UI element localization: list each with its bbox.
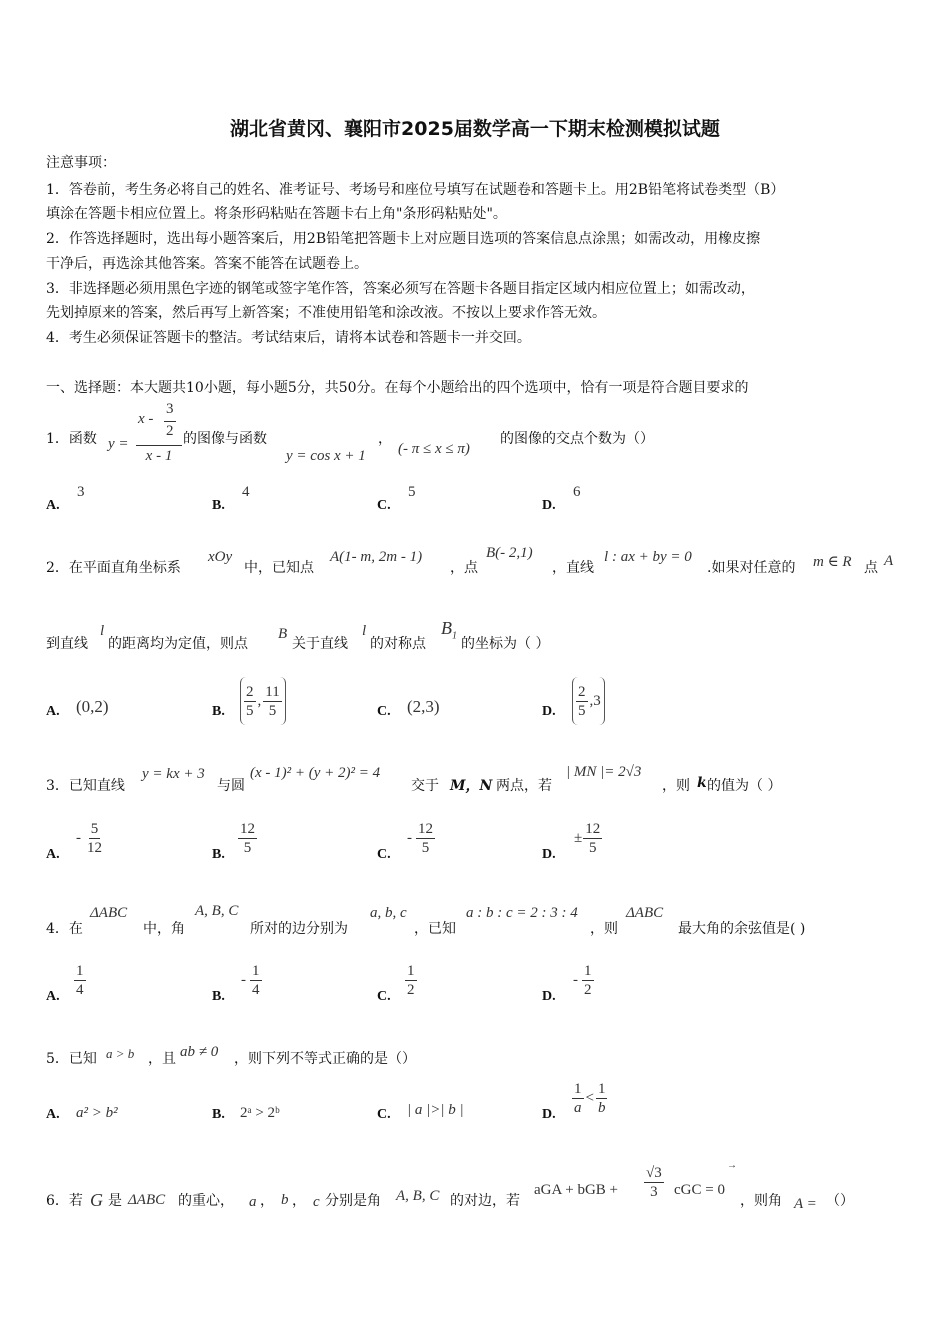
q2-text: 到直线 xyxy=(46,636,88,652)
q4-text: 最大角的余弦值是( ) xyxy=(678,921,806,937)
q4-text: ，则 xyxy=(590,921,618,937)
q3-opta-num: 5 xyxy=(90,821,99,837)
q2-optb-den1: 5 xyxy=(246,702,254,719)
q3-opta-sign: - xyxy=(76,830,81,846)
q6-sep: ， xyxy=(292,1193,306,1209)
q3-text: 3．已知直线 xyxy=(46,778,125,794)
q3-option-a-label: A. xyxy=(46,847,60,862)
q1-frac-num-c: 2 xyxy=(166,423,174,439)
q1-option-a-label: A. xyxy=(46,498,60,513)
q1-y-eq: y = xyxy=(108,436,129,452)
q5-text: ，且 xyxy=(148,1051,176,1067)
q2-text: .如果对任意的 xyxy=(707,560,796,576)
q2-point-a: A(1- m, 2m - 1) xyxy=(330,549,423,565)
q2-optb-num1: 2 xyxy=(246,683,254,700)
q6-equation-part2: cGC = 0 xyxy=(674,1182,725,1198)
q6-text: ，则角 xyxy=(740,1193,782,1209)
q2-text: 点 xyxy=(864,560,878,576)
q2-point-b: B(- 2,1) xyxy=(486,545,533,561)
q1-option-b[interactable]: 4 xyxy=(242,484,250,500)
q1-frac-num-b: 3 xyxy=(166,401,174,417)
q6-equation-part1: aGA + bGB + xyxy=(534,1182,619,1198)
q1-comma: ， xyxy=(378,431,392,447)
q3-circle: (x - 1)² + (y + 2)² = 4 xyxy=(250,765,381,781)
q5-option-b-label: B. xyxy=(212,1107,225,1122)
q4-optb-den: 4 xyxy=(252,982,260,998)
q1-frac-num-a: x - xyxy=(138,411,154,427)
q3-opta-den: 12 xyxy=(87,840,102,856)
q4-text: 所对的边分别为 xyxy=(250,921,348,937)
q2-optb-frac2 xyxy=(263,683,281,720)
q4-option-b[interactable] xyxy=(241,962,262,999)
q5-optd-frac1 xyxy=(572,1080,584,1117)
q6-text: 的对边，若 xyxy=(450,1193,520,1209)
q2-text: 的距离均为定值，则点 xyxy=(108,636,248,652)
q2-option-a-label: A. xyxy=(46,704,60,719)
q4-optd-num: 1 xyxy=(584,963,592,979)
q4-angles: A, B, C xyxy=(195,903,239,919)
q2-option-c[interactable]: (2,3) xyxy=(407,697,440,716)
q2-b1-sub: 1 xyxy=(452,630,457,642)
q2-optd-value: 3 xyxy=(593,692,601,709)
q2-a: A xyxy=(884,553,894,569)
q2-text: 中，已知点 xyxy=(244,560,314,576)
q4-optc-num: 1 xyxy=(407,963,415,979)
q4-option-d-label: D. xyxy=(542,989,556,1004)
q6-text: 6．若 xyxy=(46,1193,83,1209)
q6-angles: A, B, C xyxy=(396,1188,440,1204)
q3-opta-frac xyxy=(85,820,104,857)
q6-a: a xyxy=(249,1194,257,1210)
q2-optd-comma: , xyxy=(589,692,594,709)
q1-frac-den: x - 1 xyxy=(145,448,173,464)
q3-optc-frac xyxy=(416,820,435,857)
q5-option-b[interactable]: 2ᵃ > 2ᵇ xyxy=(240,1105,280,1121)
q3-text: 与圆 xyxy=(217,778,245,794)
q3-line: y = kx + 3 xyxy=(142,766,205,782)
q5-optd-num1: 1 xyxy=(574,1081,582,1097)
q4-option-c-label: C. xyxy=(377,989,391,1004)
q3-optb-num: 12 xyxy=(240,821,255,837)
q6-sqrt3-fraction xyxy=(644,1164,664,1201)
q2-text: 的坐标为（ ） xyxy=(461,636,550,652)
q2-option-d-label: D. xyxy=(542,704,556,719)
q4-optd-sign: - xyxy=(573,972,578,988)
q3-optd-sign: ± xyxy=(574,830,583,846)
q3-optb-frac xyxy=(238,820,257,857)
q2-option-c-label: C. xyxy=(377,704,391,719)
q2-text: 关于直线 xyxy=(292,636,348,652)
q2-optb-comma: , xyxy=(257,692,262,709)
q5-optd-den1: a xyxy=(574,1100,582,1116)
notice-line: 干净后，再选涂其他答案。答案不能答在试题卷上。 xyxy=(46,256,368,272)
q3-text: 两点，若 xyxy=(496,778,552,794)
q2-optd-den: 5 xyxy=(578,702,586,719)
q5-option-a-label: A. xyxy=(46,1107,60,1122)
q3-text: ，则 xyxy=(662,778,690,794)
q6-text: 是 xyxy=(108,1193,122,1209)
notice-line: 3．非选择题必须用黑色字迹的钢笔或签字笔作答，答案必须写在答题卡各题目指定区域内相应位置上；如需改动， xyxy=(46,281,755,297)
q4-triangle-2: ΔABC xyxy=(626,905,664,921)
q3-option-b-label: B. xyxy=(212,847,225,862)
q6-c: c xyxy=(313,1194,320,1210)
q1-inner-bar xyxy=(164,421,176,422)
q2-l: l xyxy=(362,623,367,639)
q6-sep: ， xyxy=(260,1193,274,1209)
q3-option-c[interactable] xyxy=(407,820,435,857)
q5-text: ，则下列不等式正确的是（） xyxy=(234,1051,416,1067)
q1-option-b-label: B. xyxy=(212,498,225,513)
q3-optc-sign: - xyxy=(407,830,412,846)
q1-option-d-label: D. xyxy=(542,498,556,513)
q4-option-a-label: A. xyxy=(46,989,60,1004)
q2-optd-num: 2 xyxy=(578,683,586,700)
q5-text: 5．已知 xyxy=(46,1051,97,1067)
q2-b1 xyxy=(441,618,457,642)
q5-option-c[interactable]: | a |>| b | xyxy=(407,1102,464,1118)
q5-option-a[interactable]: a² > b² xyxy=(76,1105,118,1121)
q4-text: 4．在 xyxy=(46,921,83,937)
notice-line: 2．作答选择题时，选出每小题答案后，用2B铅笔把答题卡上对应题目选项的答案信息点涂黑；如需改动，用橡皮擦 xyxy=(46,231,761,247)
q5-option-c-label: C. xyxy=(377,1107,391,1122)
q3-optd-frac xyxy=(583,820,602,857)
q6-frac xyxy=(644,1164,664,1201)
q2-text: 2．在平面直角坐标系 xyxy=(46,560,181,576)
q4-optb-sign: - xyxy=(241,972,246,988)
q6-frac-den: 3 xyxy=(650,1184,658,1200)
q6-frac-num: √3 xyxy=(646,1165,662,1181)
q5-ab: ab ≠ 0 xyxy=(180,1044,219,1060)
q5-optd-frac2 xyxy=(596,1080,608,1117)
q3-length: | MN |= 2√3 xyxy=(566,764,642,780)
q4-optb-num: 1 xyxy=(252,963,260,979)
q3-optb-den: 5 xyxy=(243,840,252,856)
q1-number: 1．函数 xyxy=(46,431,97,447)
page-title: 湖北省黄冈、襄阳市2025届数学高一下期末检测模拟试题 xyxy=(230,118,720,140)
q3-mn: M，N xyxy=(450,778,493,794)
section-heading: 一、选择题：本大题共10小题，每小题5分，共50分。在每个小题给出的四个选项中，恰有一项是符合题目要求的 xyxy=(46,380,749,396)
q2-m-in-r: m ∈ R xyxy=(813,554,852,570)
q5-optd-num2: 1 xyxy=(597,1081,606,1097)
q3-option-d-label: D. xyxy=(542,847,556,862)
q2-l: l xyxy=(100,623,105,639)
q2-option-b-label: B. xyxy=(212,704,225,719)
q1-option-d[interactable]: 6 xyxy=(573,484,581,500)
q3-optc-den: 5 xyxy=(421,840,430,856)
q3-option-b[interactable] xyxy=(238,820,257,857)
q6-text: （） xyxy=(826,1193,854,1209)
q4-text: ，已知 xyxy=(414,921,456,937)
q2-optb-frac1 xyxy=(244,683,256,720)
q4-option-b-label: B. xyxy=(212,989,225,1004)
q6-text: 分别是角 xyxy=(325,1193,381,1209)
q5-optd-lt: < xyxy=(585,1090,594,1106)
q5-optd-den2: b xyxy=(597,1100,606,1116)
q4-text: 中，角 xyxy=(143,921,185,937)
q3-option-d[interactable] xyxy=(574,820,602,857)
q1-option-a[interactable]: 3 xyxy=(77,484,85,500)
q3-option-a[interactable] xyxy=(76,820,104,857)
q4-option-a[interactable] xyxy=(74,962,86,999)
notice-line: 先划掉原来的答案，然后再写上新答案；不准使用铅笔和涂改液。不按以上要求作答无效。 xyxy=(46,305,606,321)
q4-optd-frac xyxy=(582,962,594,999)
q2-optb-num2: 11 xyxy=(265,683,280,700)
notice-heading: 注意事项： xyxy=(46,155,116,171)
q2-option-a[interactable]: (0,2) xyxy=(76,697,109,716)
q6-triangle: ΔABC xyxy=(128,1192,166,1208)
q4-ratio: a : b : c = 2 : 3 : 4 xyxy=(466,905,578,921)
q6-g: G xyxy=(90,1190,103,1210)
q3-text: 交于 xyxy=(411,778,439,794)
q2-optd-frac xyxy=(576,683,588,720)
q4-optc-frac xyxy=(405,962,417,999)
notice-line: 填涂在答题卡相应位置上。将条形码粘贴在答题卡右上角"条形码粘贴处"。 xyxy=(46,206,507,222)
q6-angle-a: A = xyxy=(794,1196,817,1212)
q2-line-l: l xyxy=(604,549,609,565)
q4-opta-den: 4 xyxy=(76,982,84,998)
q3-optc-num: 12 xyxy=(418,821,433,837)
q1-fraction xyxy=(136,401,182,466)
q1-text: 的图像与函数 xyxy=(183,431,267,447)
q5-condition: a > b xyxy=(106,1046,135,1061)
q3-option-c-label: C. xyxy=(377,847,391,862)
q6-text: 的重心， xyxy=(178,1193,234,1209)
q2-xoy: xOy xyxy=(208,549,233,565)
q4-sides: a, b, c xyxy=(370,905,407,921)
q2-text: ，点 xyxy=(450,560,478,576)
q2-b: B xyxy=(278,626,288,642)
q3-text: 的值为（ ） xyxy=(707,778,782,794)
q3-optd-den: 5 xyxy=(588,840,597,856)
q1-text-end: 的图像的交点个数为（） xyxy=(500,431,654,447)
q2-optb-den2: 5 xyxy=(268,702,277,719)
q1-option-c[interactable]: 5 xyxy=(408,484,416,500)
q2-option-d[interactable] xyxy=(572,677,605,725)
q4-option-d[interactable] xyxy=(573,962,594,999)
q2-text: 的对称点 xyxy=(370,636,426,652)
q3-k: k xyxy=(697,775,707,791)
q4-optb-frac xyxy=(250,962,262,999)
q5-option-d[interactable] xyxy=(572,1080,607,1117)
q6-vector-arrow: → xyxy=(727,1160,737,1171)
q4-optc-den: 2 xyxy=(407,982,415,998)
q2-b1-letter: B xyxy=(441,618,452,638)
q1-function-2: y = cos x + 1 xyxy=(286,448,366,464)
q5-option-d-label: D. xyxy=(542,1107,556,1122)
q1-range: (- π ≤ x ≤ π) xyxy=(398,441,470,457)
q1-option-c-label: C. xyxy=(377,498,391,513)
notice-line: 4．考生必须保证答题卡的整洁。考试结束后，请将本试卷和答题卡一并交回。 xyxy=(46,330,531,346)
q2-option-b[interactable] xyxy=(240,677,286,725)
q4-option-c[interactable] xyxy=(405,962,417,999)
q4-opta-frac xyxy=(74,962,86,999)
q4-opta-num: 1 xyxy=(76,963,84,979)
q6-b: b xyxy=(281,1192,289,1208)
q2-line-eq: : ax + by = 0 xyxy=(612,549,692,565)
q2-text: ，直线 xyxy=(552,560,594,576)
notice-line: 1．答卷前，考生务必将自己的姓名、准考证号、考场号和座位号填写在试题卷和答题卡上。用2B铅笔将试卷类型（B） xyxy=(46,182,785,198)
q3-optd-num: 12 xyxy=(585,821,601,837)
q4-optd-den: 2 xyxy=(584,982,592,998)
q4-triangle: ΔABC xyxy=(90,905,128,921)
